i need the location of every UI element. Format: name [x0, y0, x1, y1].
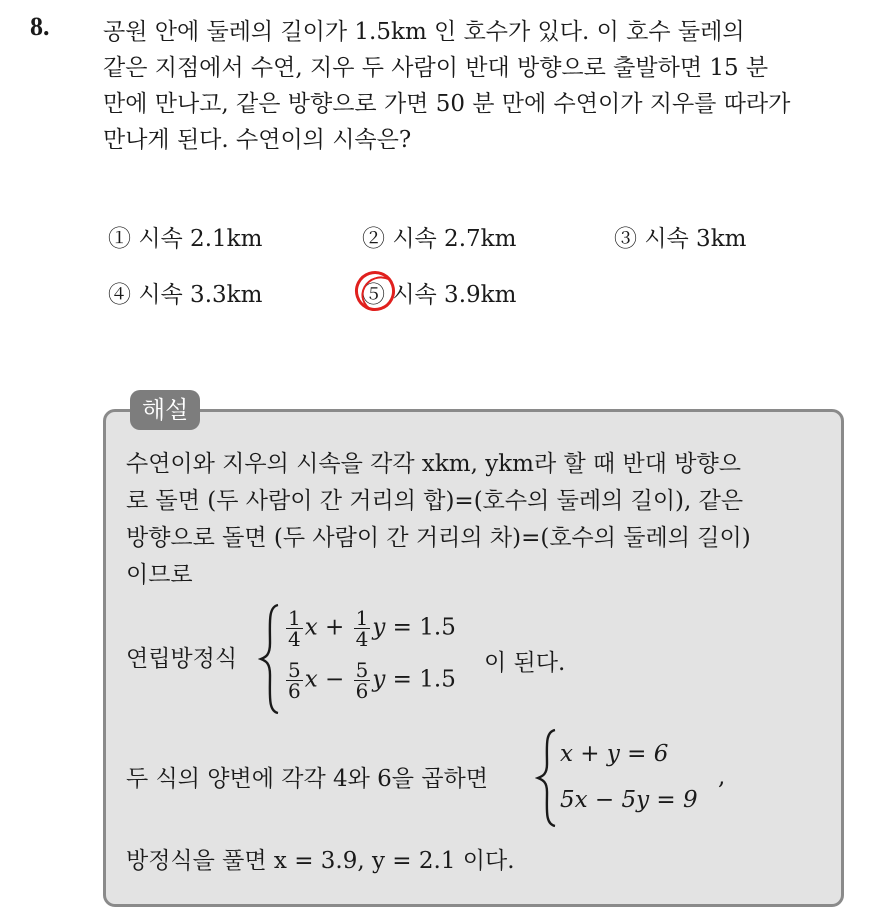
system2-suffix: ,: [718, 764, 726, 790]
choice-mark: ④: [108, 282, 131, 308]
equation-4: 5x − 5y = 9: [560, 787, 698, 813]
choice-2[interactable]: [362, 220, 516, 253]
solution-line: 이므로: [126, 562, 193, 588]
solution-line: 로 돌면 (두 사람이 간 거리의 합)=(호수의 둘레의 길이), 같은: [126, 488, 744, 514]
choice-4[interactable]: [108, 276, 262, 309]
equation-2: $\frac{5}{6}$ x − $\frac{5}{6}$ y = 1.5: [288, 658, 456, 703]
fraction: $\frac{1}{4}$: [355, 606, 369, 651]
fraction: $\frac{1}{4}$: [288, 606, 301, 651]
equation-3: x + y = 6: [560, 741, 669, 767]
question-text: [103, 14, 863, 158]
left-brace-icon: [535, 728, 559, 828]
solution-tag: 해설: [130, 390, 200, 430]
solution-line: 수연이와 지우의 시속을 각각 xkm, ykm라 할 때 반대 방향으: [126, 451, 741, 477]
question-line: 같은 지점에서 수연, 지우 두 사람이 반대 방향으로 출발하면 15 분: [103, 55, 769, 81]
system2-label: 두 식의 양변에 각각 4와 6을 곱하면: [126, 766, 488, 792]
system1-label: 연립방정식: [126, 646, 238, 672]
choice-text: 시속 3km: [644, 226, 747, 252]
final-statement: 방정식을 풀면 x = 3.9, y = 2.1 이다.: [126, 848, 515, 874]
fraction: $\frac{5}{6}$: [288, 658, 301, 703]
left-brace-icon: [258, 603, 282, 715]
choice-text: 시속 2.1km: [138, 226, 263, 252]
fraction: $\frac{5}{6}$: [355, 658, 369, 703]
question-number: 8.: [30, 12, 50, 41]
solution-line: 방향으로 돌면 (두 사람이 간 거리의 차)=(호수의 둘레의 길이): [126, 525, 751, 551]
choice-text: 시속 2.7km: [392, 226, 517, 252]
choice-text: 시속 3.3km: [138, 282, 263, 308]
solution-paragraph: [126, 446, 831, 594]
choice-mark: ①: [108, 226, 131, 252]
choice-mark: ②: [362, 226, 385, 252]
choice-text: 시속 3.9km: [392, 282, 517, 308]
system1-suffix: 이 된다.: [484, 650, 566, 676]
question-line: 공원 안에 둘레의 길이가 1.5km 인 호수가 있다. 이 호수 둘레의: [103, 19, 745, 45]
question-line: 만나게 된다. 수연이의 시속은?: [103, 127, 412, 153]
choice-mark: ⑤: [362, 282, 385, 308]
question-line: 만에 만나고, 같은 방향으로 가면 50 분 만에 수연이가 지우를 따라가: [103, 91, 791, 117]
choice-1[interactable]: [108, 220, 262, 253]
equation-1: $\frac{1}{4}$ x + $\frac{1}{4}$ y = 1.5: [288, 606, 456, 651]
choice-3[interactable]: [614, 220, 746, 253]
choice-mark: ③: [614, 226, 637, 252]
